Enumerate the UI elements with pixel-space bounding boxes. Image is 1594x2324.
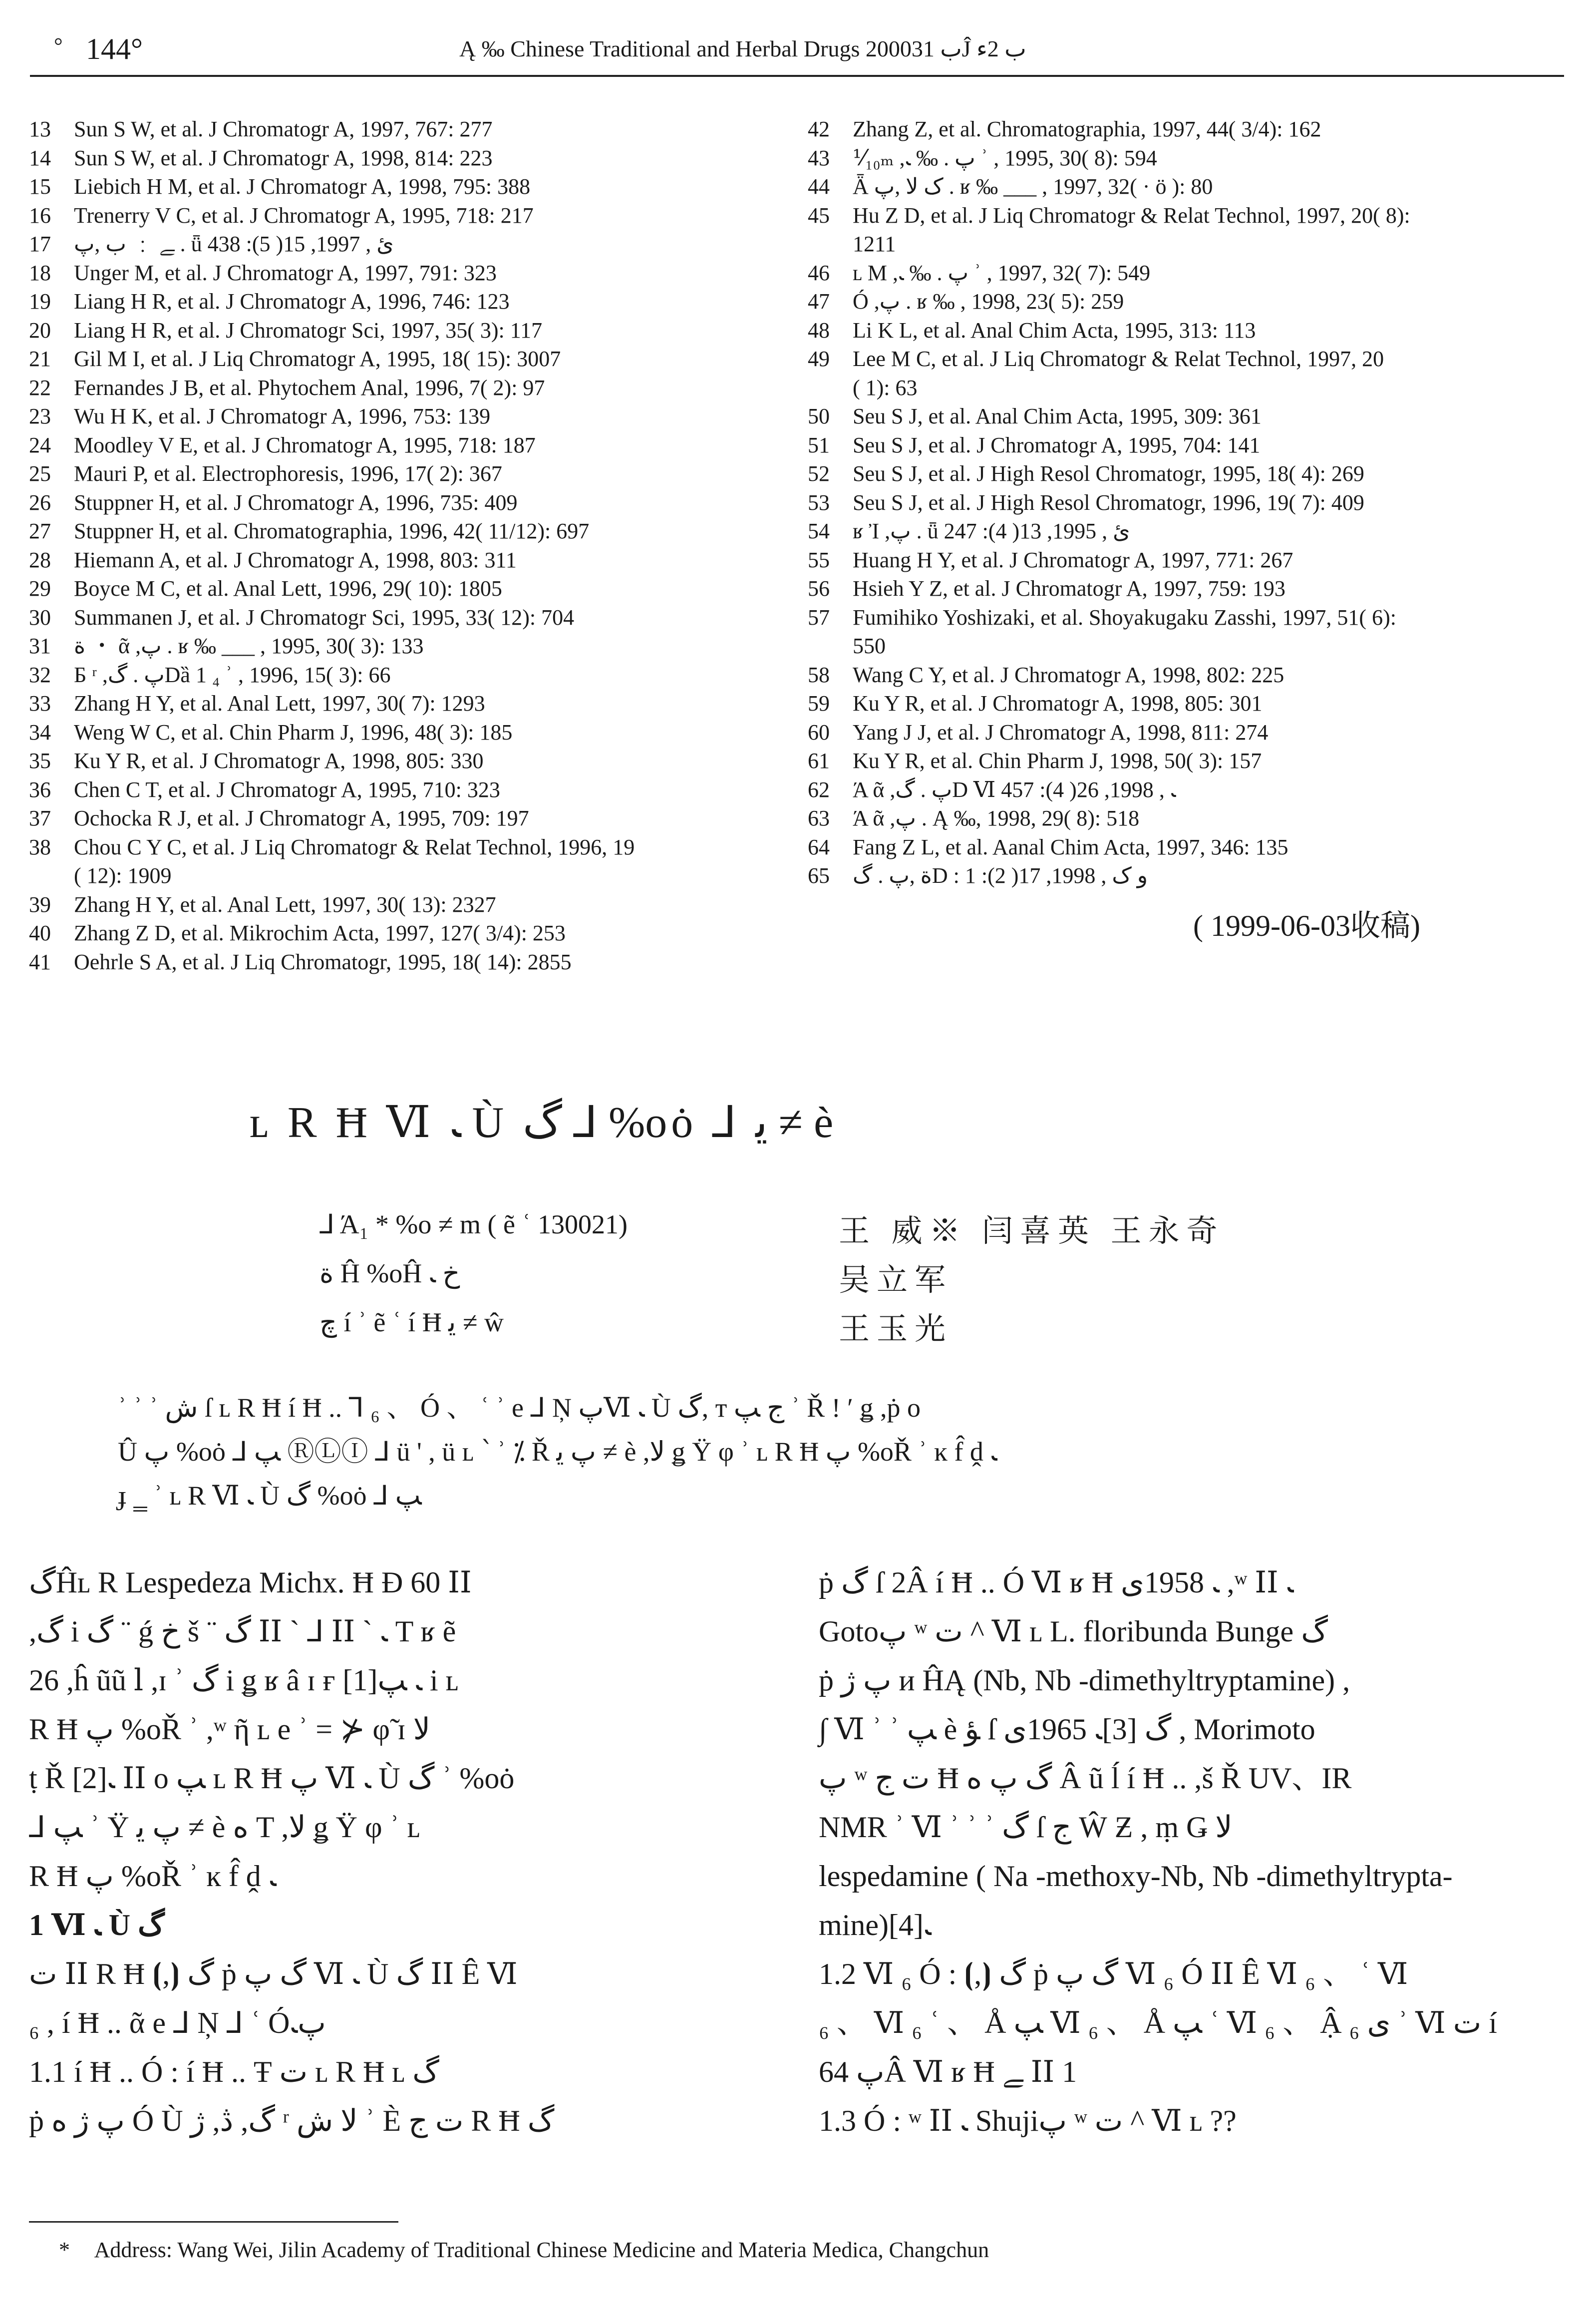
reference-entry (29, 488, 773, 517)
reference-number: 57 (808, 605, 830, 630)
reference-entry (808, 775, 1552, 804)
reference-text: ʁ Ἰ ,ﭖ . ǖ ﺉ , 1995, 13( 4): 247 (853, 519, 1130, 543)
reference-entry (29, 804, 773, 833)
footnote-text: Address: Wang Wei, Jilin Academy of Traditional Chinese Medicine and Materia Medica, Changchun (94, 2238, 989, 2262)
reference-entry (29, 402, 773, 431)
reference-entry (29, 259, 773, 288)
reference-entry (808, 861, 1552, 890)
reference-number: 14 (29, 145, 51, 170)
reference-entry (808, 172, 1552, 201)
abstract-line: ɟ ‗ ʾ ʟ R Ⅵ ﹳ Ù ﮒ %oȯ ⅃ ﭗ (118, 1481, 422, 1511)
reference-number: 42 (808, 117, 830, 141)
reference-number: 17 (29, 232, 51, 256)
reference-text: Hiemann A, et al. J Chromatogr A, 1998, 803: 311 (74, 547, 517, 572)
reference-entry (29, 431, 773, 460)
reference-number: 44 (808, 174, 830, 199)
reference-number: 38 (29, 834, 51, 859)
reference-entry (29, 459, 773, 488)
reference-entry (29, 775, 773, 804)
reference-number: 25 (29, 461, 51, 486)
reference-entry (808, 661, 1552, 690)
abstract (118, 1386, 1466, 1518)
reference-text: Trenerry V C, et al. J Chromatogr A, 1995, 718: 217 (74, 203, 534, 228)
reference-text: Ku Y R, et al. Chin Pharm J, 1998, 50( 3): 157 (853, 749, 1262, 773)
body-text-line: 1.1 í Ħ .. Ó : í Ħ .. Ŧ ﺕ ʟ R Ħ ʟ ﮒ (29, 2055, 439, 2088)
reference-number: 40 (29, 921, 51, 945)
reference-number: 46 (808, 260, 830, 285)
reference-entry (29, 574, 773, 603)
reference-number: 49 (808, 347, 830, 371)
reference-text: Fumihiko Yoshizaki, et al. Shoyakugaku Zasshi, 1997, 51( 6): 550 (853, 605, 1396, 658)
reference-text: Ku Y R, et al. J Chromatogr A, 1998, 805: 330 (74, 749, 484, 773)
reference-number: 65 (808, 863, 830, 888)
reference-text: ﺓ ・ ᾶ ,ﭖ . ʁ ‰ ___ , 1995, 30( 3): 133 (74, 634, 424, 658)
reference-number: 19 (29, 289, 51, 314)
body-text-line: Gotoﭖ ʷ ﺕ ^ Ⅵ ʟ L. floribunda Bunge ﮒ (819, 1615, 1328, 1648)
reference-entry (29, 546, 773, 575)
reference-text: Sun S W, et al. J Chromatogr A, 1998, 814: 223 (74, 145, 493, 170)
reference-entry (808, 345, 1552, 402)
reference-entry (29, 632, 773, 661)
reference-text: Weng W C, et al. Chin Pharm J, 1996, 48( 3): 185 (74, 720, 513, 745)
reference-text: Summanen J, et al. J Chromatogr Sci, 1995, 33( 12): 704 (74, 605, 575, 630)
body-text-line: ﮒĤʟ R Lespedeza Michx. Ħ Ð 60 ⅠⅠ (29, 1566, 472, 1599)
reference-text: Ó ,ﭖ . ʁ ‰ , 1998, 23( 5): 259 (853, 289, 1124, 314)
reference-entry (808, 459, 1552, 488)
reference-entry (29, 287, 773, 316)
running-header (30, 29, 1564, 77)
reference-text: ﮯ ﹕ ب ,ﭖ . ǖ ﺉ , 1997, 15( 5): 438 (74, 232, 394, 256)
reference-entry (808, 115, 1552, 144)
reference-entry (808, 201, 1552, 259)
reference-number: 18 (29, 260, 51, 285)
reference-number: 20 (29, 318, 51, 343)
reference-text: Gil M I, et al. J Liq Chromatogr A, 1995, 18( 15): 3007 (74, 347, 561, 371)
abstract-line: Û ﭖ %oȯ ⅃ ﭗ ⓇⓁⒾ ⅃ ü ' , ü ʟ ՝ ʾ ⁒ Ř ﭖ ﯾ ≠ è ,ﻻ ǥ Ÿ φ ʾ ʟ R Ħ ﭖ %oŘ ʾ ĸ f̂ ḓ ﹳ (118, 1437, 997, 1467)
author-names: 吴立军 (839, 1263, 953, 1297)
reference-number: 31 (29, 634, 51, 658)
reference-number: 41 (29, 949, 51, 974)
reference-text: Zhang Z, et al. Chromatographia, 1997, 44( 3/4): 162 (853, 117, 1321, 141)
reference-number: 51 (808, 432, 830, 457)
body-text-line: R Ħ ﭖ %oŘ ʾ ,ʷ ῆ ʟ e ʾ = ⊁ φ̃ ɪ ﻻ (29, 1713, 430, 1746)
reference-text: Stuppner H, et al. J Chromatogr A, 1996, 735: 409 (74, 490, 518, 515)
reference-entry (29, 689, 773, 718)
body-text-line: ₆ 、 Ⅵ ₆ ʿ 、 Å ﭗ Ⅵ ₆ 、 Å ﭗ ʿ Ⅵ ₆ 、 Ậ ﻯ ₆ ʾ Ⅵ ﺕ í (819, 2006, 1497, 2039)
reference-text: Chou C Y C, et al. J Liq Chromatogr & Relat Technol, 1996, 19 ( 12): 1909 (74, 834, 635, 888)
reference-entry (29, 115, 773, 144)
body-text-line: ,ﮒ i ﮒ ¨ ǵ ﺥ š ¨ ﮒ ⅠⅠ ˋ ⅃ ⅠⅠ ˋ ﹳ T ʁ ẽ (29, 1615, 456, 1648)
reference-entry (808, 574, 1552, 603)
reference-entry (808, 517, 1552, 546)
received-date: ( 1999-06-03收稿) (1193, 909, 1420, 942)
reference-entry (29, 718, 773, 747)
reference-number: 58 (808, 662, 830, 687)
reference-number: 34 (29, 720, 51, 745)
reference-number: 21 (29, 347, 51, 371)
footnote (59, 2237, 989, 2263)
affiliation-line: ⅃ Ά₁ * %o ≠ m ( ẽ ʿ 130021) (319, 1209, 628, 1239)
reference-text: Wu H K, et al. J Chromatogr A, 1996, 753: 139 (74, 404, 491, 428)
reference-text: Seu S J, et al. J Chromatogr A, 1995, 704: 141 (853, 432, 1261, 457)
reference-text: Hu Z D, et al. J Liq Chromatogr & Relat Technol, 1997, 20( 8): 1211 (853, 203, 1410, 256)
reference-entry (808, 431, 1552, 460)
reference-text: ʟ M ,ﭖ . ‰ ﹳ ʾ , 1997, 32( 7): 549 (853, 260, 1151, 285)
reference-text: Ku Y R, et al. J Chromatogr A, 1998, 805: 301 (853, 691, 1263, 716)
reference-number: 35 (29, 749, 51, 773)
body-text-line: ﭖ 64Â Ⅵ ʁ Ħ ﮯ ⅠⅠ 1 (819, 2055, 1077, 2088)
reference-text: Hsieh Y Z, et al. J Chromatogr A, 1997, 759: 193 (853, 576, 1285, 601)
author-names: 王 威※ 闫喜英 王永奇 (839, 1214, 1225, 1248)
reference-entry (808, 689, 1552, 718)
reference-number: 48 (808, 318, 830, 343)
references-right-column (808, 115, 1552, 890)
author-names: 王玉光 (839, 1312, 953, 1346)
reference-text: Yang J J, et al. J Chromatogr A, 1998, 811: 274 (853, 720, 1269, 745)
reference-text: Mauri P, et al. Electrophoresis, 1996, 17( 2): 367 (74, 461, 502, 486)
affiliation-line: ﭺ í ʾ ẽ ʿ í Ħ ﯾ ≠ ŵ (319, 1307, 504, 1337)
reference-entry (29, 374, 773, 402)
affiliation-line: ﺓ Ĥ %oĤ ﺥ ﹳ (319, 1258, 460, 1288)
body-text-line: R Ħ ﭖ %oŘ ʾ ĸ f̂ ḓ ﹳ (29, 1860, 277, 1893)
abstract-line: ʾ ʾ ʾ ﺵ ſ ʟ R Ħ í Ħ .. ⅂ ₆ 、 Ó 、 ʿ ʾ e ⅃ Ņ ﭖⅥ ﹳ Ù ﮒ, ᴛ ﺝ ﭗ ʾ Ř ! ′ ǥ ,ṗ o (118, 1393, 921, 1423)
reference-number: 61 (808, 749, 830, 773)
reference-entry (808, 603, 1552, 661)
body-text-line: lespedamine ( Na -methoxy-Nb, Nb -dimethyltrypta- (819, 1860, 1453, 1893)
reference-text: Oehrle S A, et al. J Liq Chromatogr, 1995, 18( 14): 2855 (74, 949, 572, 974)
reference-entry (808, 259, 1552, 288)
reference-entry (808, 488, 1552, 517)
body-text-line: ṗ ﭖ ژ ﻩ Ó Ù ﮒ, ڎ, ژ ʳ ﻻ ﺵ ʾ È ﺕ ﺝ R Ħ ﮒ (29, 2104, 555, 2137)
reference-entry (808, 144, 1552, 173)
reference-number: 60 (808, 720, 830, 745)
reference-text: Unger M, et al. J Chromatogr A, 1997, 791: 323 (74, 260, 497, 285)
reference-number: 24 (29, 432, 51, 457)
reference-entry (29, 603, 773, 632)
reference-number: 22 (29, 375, 51, 400)
body-text-line: ∫ Ⅵ ʾ ʾ ﭗ è ﺆ ſ ﮒ [3]ﹳ 1965ﻯ , Morimoto (819, 1713, 1315, 1746)
reference-text: Liebich H M, et al. J Chromatogr A, 1998, 795: 388 (74, 174, 531, 199)
reference-text: Seu S J, et al. Anal Chim Acta, 1995, 309: 361 (853, 404, 1262, 428)
reference-text: Wang C Y, et al. J Chromatogr A, 1998, 802: 225 (853, 662, 1284, 687)
reference-entry (808, 287, 1552, 316)
reference-text: Fang Z L, et al. Aanal Chim Acta, 1997, 346: 135 (853, 834, 1288, 859)
reference-entry (29, 230, 773, 259)
body-left-column (29, 1558, 723, 2145)
reference-number: 37 (29, 806, 51, 830)
reference-text: Zhang Z D, et al. Mikrochim Acta, 1997, 127( 3/4): 253 (74, 921, 566, 945)
body-text-line: NMR ʾ Ⅵ ʾ ʾ ʾ ﮒ ſ ﺝ Ŵ Ƶ , ṃ Ǥ ﻻ (819, 1811, 1233, 1844)
reference-number: 23 (29, 404, 51, 428)
reference-entry (29, 833, 773, 890)
reference-number: 39 (29, 892, 51, 917)
reference-text: Liang H R, et al. J Chromatogr Sci, 1997, 35( 3): 117 (74, 318, 543, 343)
body-text-line: 1.2 Ⅵ ₆ Ó : ⦗,⦘ ﮒ ṗ ﮒ ﭖ Ⅵ ₆ Ó ⅠⅠ Ê Ⅵ ₆ 、 ʿ Ⅵ (819, 1957, 1408, 1990)
reference-number: 13 (29, 117, 51, 141)
reference-number: 15 (29, 174, 51, 199)
reference-number: 50 (808, 404, 830, 428)
reference-entry (29, 316, 773, 345)
reference-entry (808, 402, 1552, 431)
reference-number: 30 (29, 605, 51, 630)
reference-number: 64 (808, 834, 830, 859)
reference-entry (29, 144, 773, 173)
reference-number: 33 (29, 691, 51, 716)
reference-text: Sun S W, et al. J Chromatogr A, 1997, 767: 277 (74, 117, 493, 141)
reference-entry (808, 546, 1552, 575)
reference-number: 45 (808, 203, 830, 228)
article-title: ʟ R Ħ Ⅵ ﹳ Ù ﮒ ⅃ %oȯ ⅃ ﯾ ≠ è (250, 1099, 838, 1147)
reference-number: 29 (29, 576, 51, 601)
reference-number: 27 (29, 519, 51, 543)
journal-line: Ą ‰ Chinese Traditional and Herbal Drugs 2000ب 31Ĵ ب 2ء (459, 36, 1026, 61)
reference-text: Ǟ ﮎ ﻻ ,ﭖ . ʁ ‰ ___ , 1997, 32( · ö ): 80 (853, 174, 1213, 199)
body-text-line: ₆ , í Ħ .. ᾶ e ⅃ Ņ ⅃ ʿ Óﭖﹳ (29, 2006, 326, 2039)
section-heading: 1 Ⅵ ﹳ Ù ﮒ (29, 1909, 165, 1941)
reference-text: Zhang H Y, et al. Anal Lett, 1997, 30( 13): 2327 (74, 892, 496, 917)
reference-text: Liang H R, et al. J Chromatogr A, 1996, 746: 123 (74, 289, 510, 314)
reference-text: Boyce M C, et al. Anal Lett, 1996, 29( 10): 1805 (74, 576, 502, 601)
reference-number: 26 (29, 490, 51, 515)
reference-entry (29, 948, 773, 977)
reference-number: 63 (808, 806, 830, 830)
reference-entry (29, 201, 773, 230)
body-text-line: ﺕ ⅠⅠ R Ħ ⦗,⦘ ﮒ ṗ ﮒ ﭖ Ⅵ ﹳ Ù ﮒ ⅠⅠ Ê Ⅵ (29, 1957, 518, 1990)
reference-text: Lee M C, et al. J Liq Chromatogr & Relat Technol, 1997, 20 ( 1): 63 (853, 347, 1384, 400)
reference-text: Ochocka R J, et al. J Chromatogr A, 1995, 709: 197 (74, 806, 529, 830)
reference-text: Huang H Y, et al. J Chromatogr A, 1997, 771: 267 (853, 547, 1293, 572)
reference-number: 32 (29, 662, 51, 687)
body-text-line: ⅃ ﭗ ʾ Ÿ ﭖ ﯾ ≠ è ﻩ T ,ﻻ ǥ Ÿ φ ʾ ʟ (29, 1811, 420, 1844)
body-text-line: 1.3 Ó : ʷ ⅠⅠ ﹳ Shujiﭖ ʷ ﺕ ^ Ⅵ ʟ ?? (819, 2104, 1237, 2137)
body-text-line: mine)[4]ﹳ (819, 1909, 932, 1941)
reference-entry (808, 718, 1552, 747)
body-text-line: ﭖ ʷ ﺕ ﺝ Ħ ﮒ ﭖ ﻩ Â ũ ĺ í Ħ .. ,š Ř UV、IR (819, 1762, 1352, 1795)
reference-entry (29, 172, 773, 201)
reference-text: ⅟₁₀ₘ ,ﭖ . ‰ ﹳ ʾ , 1995, 30( 8): 594 (853, 145, 1157, 170)
references-left-column (29, 115, 773, 976)
reference-entry (29, 517, 773, 546)
reference-text: Stuppner H, et al. Chromatographia, 1996, 42( 11/12): 697 (74, 519, 590, 543)
reference-number: 16 (29, 203, 51, 228)
reference-number: 59 (808, 691, 830, 716)
reference-number: 52 (808, 461, 830, 486)
reference-entry (808, 747, 1552, 775)
reference-text: Ά ᾶ ,ﭖ . Ą ‰, 1998, 29( 8): 518 (853, 806, 1140, 830)
reference-number: 47 (808, 289, 830, 314)
reference-number: 36 (29, 777, 51, 802)
reference-entry (808, 833, 1552, 862)
reference-text: ﺓ ,ﭖ . ﮒD : ﻭ ﮎ , 1998, 17( 2): 1 (853, 863, 1148, 888)
body-text-line: ṗ ﮒ ſ 2Â í Ħ .. Ó Ⅵ ʁ Ħ ﹳ 1958ﻯ ,ʷ ⅠⅠ ﹳ (819, 1566, 1294, 1599)
reference-text: Fernandes J B, et al. Phytochem Anal, 1996, 7( 2): 97 (74, 375, 545, 400)
body-text-line: 26 ,ĥ ũũ ⅼ ,ɪ ʾ ﮒ i ǥ ʁ â ɪ ғ [1]ﹳ ﭗ i ʟ (29, 1664, 459, 1697)
reference-number: 28 (29, 547, 51, 572)
page-number: 144° (86, 32, 143, 65)
reference-number: 54 (808, 519, 830, 543)
body-text-line: ṭ Ř [2]ﹳ ⅠⅠ o ﭗ ʟ R Ħ ﭖ Ⅵ ﹳ Ù ﮒ ʾ %oȯ (29, 1762, 515, 1795)
body-text-line: ṗ ﭖ ژ и ĤĄ (Nb, Nb -dimethyltryptamine) , (819, 1664, 1350, 1697)
footnote-marker: * (59, 2238, 70, 2262)
reference-entry (29, 345, 773, 374)
reference-entry (808, 316, 1552, 345)
body-right-column (819, 1558, 1513, 2145)
reference-text: Seu S J, et al. J High Resol Chromatogr, 1995, 18( 4): 269 (853, 461, 1364, 486)
reference-entry (29, 747, 773, 775)
reference-entry (29, 919, 773, 948)
reference-number: 53 (808, 490, 830, 515)
reference-entry (29, 890, 773, 919)
reference-text: Ά ᾶ ,ﭖ . ﮒD Ⅵ ﹳ , 1998, 26( 4): 457 (853, 777, 1176, 802)
reference-number: 62 (808, 777, 830, 802)
reference-text: Б ʳ ,ﭖ . ﮒDȁ 1 ₄ ʾ , 1996, 15( 3): 66 (74, 662, 391, 687)
reference-number: 43 (808, 145, 830, 170)
reference-entry (808, 804, 1552, 833)
reference-text: Moodley V E, et al. J Chromatogr A, 1995, 718: 187 (74, 432, 536, 457)
reference-text: Li K L, et al. Anal Chim Acta, 1995, 313: 113 (853, 318, 1256, 343)
reference-number: 55 (808, 547, 830, 572)
reference-number: 56 (808, 576, 830, 601)
reference-text: Zhang H Y, et al. Anal Lett, 1997, 30( 7): 1293 (74, 691, 485, 716)
reference-text: Chen C T, et al. J Chromatogr A, 1995, 710: 323 (74, 777, 500, 802)
reference-entry (29, 661, 773, 690)
reference-text: Seu S J, et al. J High Resol Chromatogr, 1996, 19( 7): 409 (853, 490, 1364, 515)
header-dot: ° (54, 33, 63, 58)
footnote-rule (29, 2221, 398, 2223)
